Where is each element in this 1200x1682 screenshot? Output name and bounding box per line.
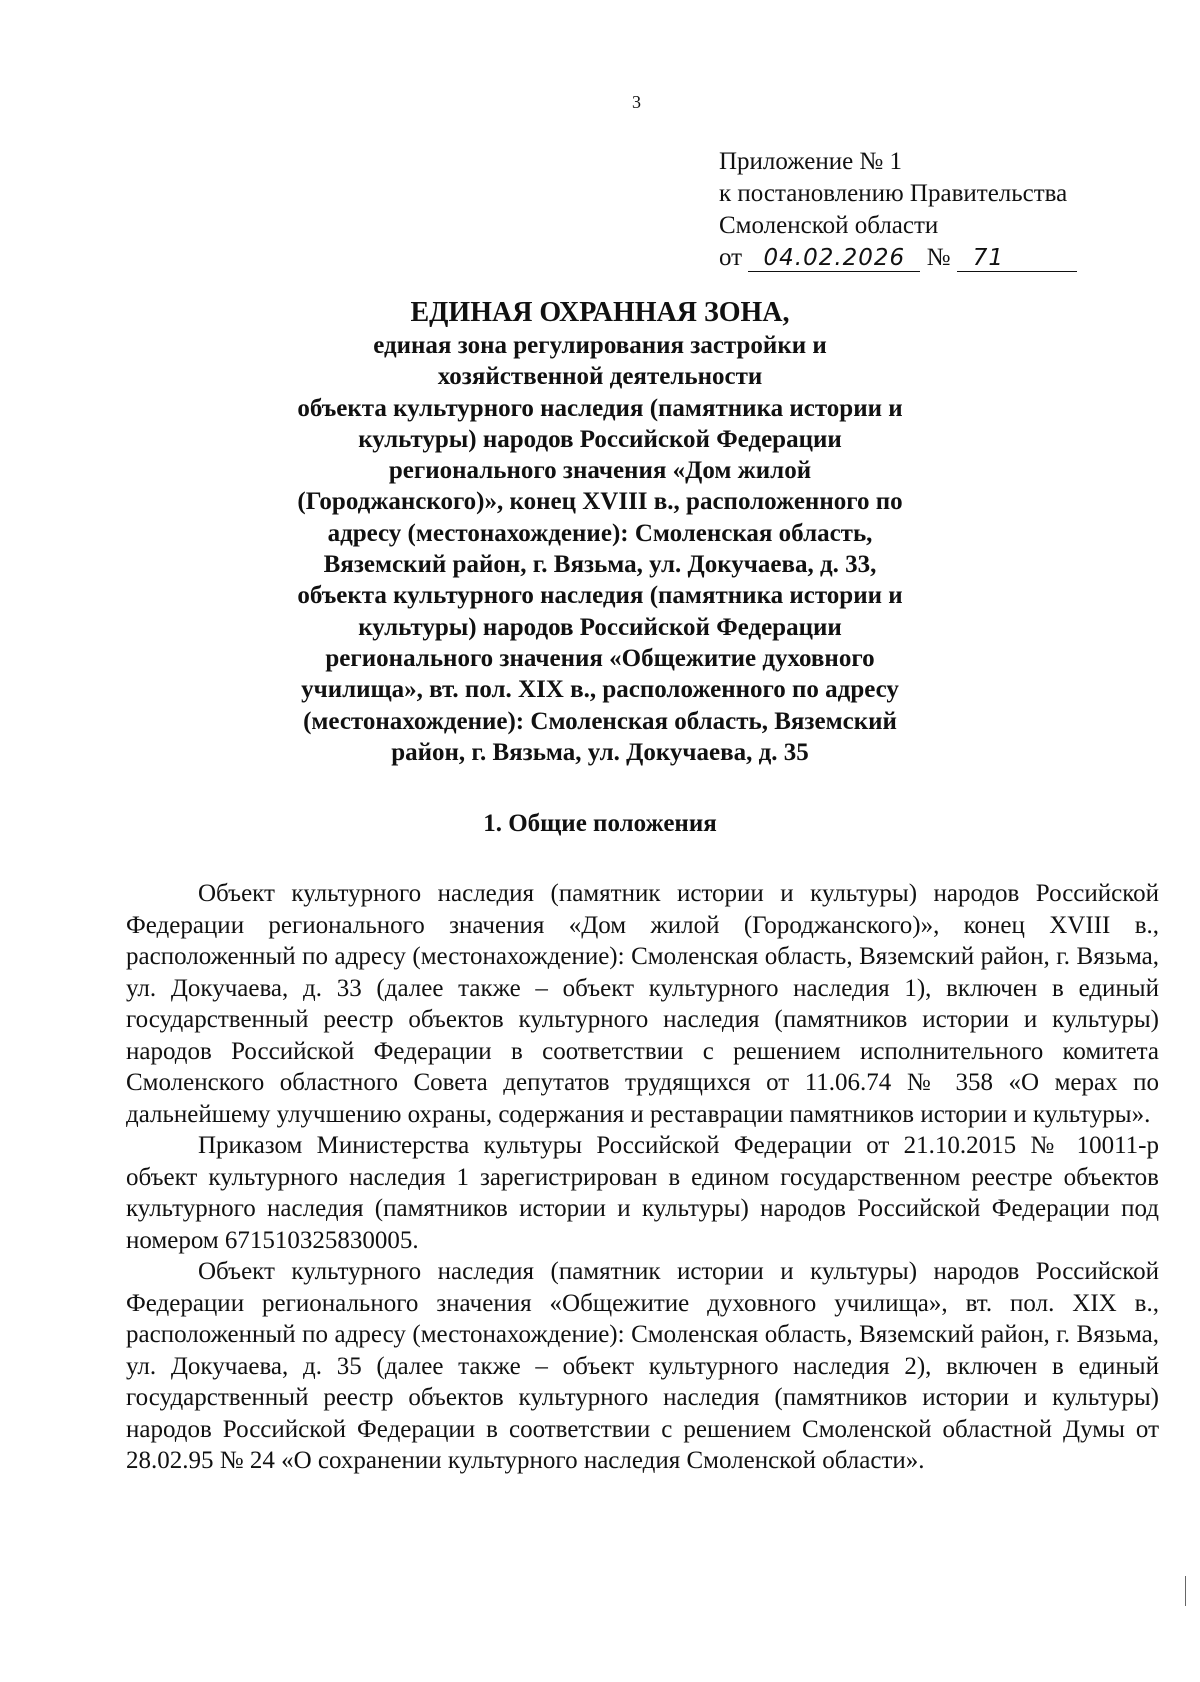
document-title [0, 296, 1200, 768]
paragraph: Объект культурного наследия (памятник истории и культуры) народов Российской Федерации регионального значения «Общежитие духовного училища», вт. пол. XIX в., расположенный по адресу (местонахождение): Смоленская область, Вяземский район, г. Вязьма, ул. Докучаева, д. 35 (далее также – объект культурного наследия 2), включен в единый государственный реестр объектов культурного наследия (памятников истории и культуры) народов Российской Федерации в соответствии с решением Смоленской областной Думы от 28.02.95 № 24 «О сохранении культурного наследия Смоленской области». [126, 1258, 1159, 1474]
title-main: ЕДИНАЯ ОХРАННАЯ ЗОНА, [410, 297, 790, 328]
title-line: объекта культурного наследия (памятника истории и [297, 582, 903, 610]
title-line: единая зона регулирования застройки и [373, 332, 827, 359]
title-line: хозяйственной деятельности [437, 363, 763, 391]
number-label: № [926, 244, 951, 271]
title-line: училища», вт. пол. XIX в., расположенного по адресу [301, 676, 899, 704]
title-line: объекта культурного наследия (памятника истории и [297, 394, 903, 422]
title-line: регионального значения «Дом жилой [388, 457, 812, 485]
handwritten-date: 04.02.2026 [748, 245, 920, 272]
appendix-region: Смоленской области [719, 212, 939, 239]
paragraph: Объект культурного наследия (памятник истории и культуры) народов Российской Федерации регионального значения «Дом жилой (Городжанского)», конец XVIII в., расположенный по адресу (местонахождение): Смоленская область, Вяземский район, г. Вязьма, ул. Докучаева, д. 33 (далее также – объект культурного наследия 1), включен в единый государственный реестр объектов культурного наследия (памятников истории и культуры) народов Российской Федерации в соответствии с решением исполнительного комитета Смоленского областного Совета депутатов трудящихся от 11.06.74 № 358 «О мерах по дальнейшему улучшению охраны, содержания и реставрации памятников истории и культуры». [126, 880, 1159, 1128]
from-label: от [719, 244, 743, 271]
title-line: регионального значения «Общежитие духовного [325, 644, 875, 672]
title-line: (местонахождение): Смоленская область, Вяземский [303, 707, 897, 735]
title-line: Вяземский район, г. Вязьма, ул. Докучаева, д. 33, [323, 551, 877, 579]
title-line: адресу (местонахождение): Смоленская область, [327, 519, 873, 547]
appendix-title: Приложение № 1 [719, 148, 903, 175]
section-body [126, 878, 1159, 1477]
page-number: 3 [632, 92, 641, 112]
handwritten-number: 71 [957, 245, 1077, 272]
title-line: культуры) народов Российской Федерации [358, 425, 842, 453]
appendix-header [719, 146, 1077, 274]
appendix-resolution-ref: к постановлению Правительства [719, 180, 1068, 207]
scan-margin-mark [1185, 1576, 1186, 1606]
title-line: район, г. Вязьма, ул. Докучаева, д. 35 [391, 738, 809, 766]
section-heading: 1. Общие положения [483, 810, 717, 837]
paragraph: Приказом Министерства культуры Российской Федерации от 21.10.2015 № 10011-р объект культурного наследия 1 зарегистрирован в едином государственном реестре объектов культурного наследия (памятников истории и культуры) народов Российской Федерации под номером 671510325830005. [126, 1132, 1159, 1254]
appendix-date-line [719, 242, 1077, 274]
title-line: (Городжанского)», конец XVIII в., расположенного по [297, 488, 903, 516]
title-line: культуры) народов Российской Федерации [358, 613, 842, 641]
